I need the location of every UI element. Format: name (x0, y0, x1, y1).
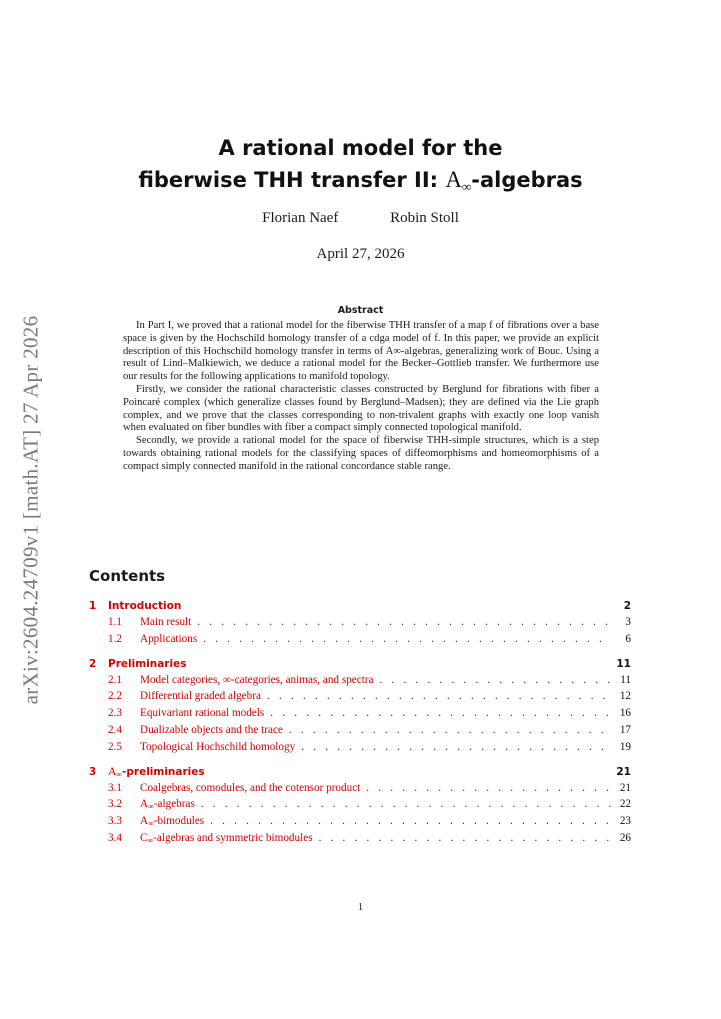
title-line-2-suffix: -algebras (471, 168, 583, 192)
arxiv-identifier-text: arXiv:2604.24709v1 [math.AT] 27 Apr 2026 (18, 315, 43, 705)
toc-entry-number: 1.1 (108, 616, 122, 628)
toc-leader-dots (197, 616, 611, 628)
toc-entry-main-result[interactable] (89, 616, 631, 633)
toc-entry-label[interactable]: Coalgebras, comodules, and the cotensor product (140, 781, 361, 794)
abstract-paragraph: Firstly, we consider the rational characteristic classes constructed by Berglund for fibrations with fiber a Poincaré complex (which generalize classes found by Berglund–Madsen); they are defined via the Lie graph complex, and we prove that the classes corresponding to non-trivalent graphs with exactly one loop vanish when evaluated on fiber bundles with fiber a compact simply connected topological manifold. (123, 383, 599, 434)
abstract-body (123, 320, 599, 474)
toc-section-number: 3 (89, 765, 97, 778)
toc-label-prefix: A (140, 798, 149, 811)
title-line-2-prefix: fiberwise THH transfer II: (138, 168, 446, 192)
title-a-letter: A (445, 167, 462, 192)
contents-heading: Contents (89, 567, 166, 585)
toc-label-suffix: -algebras and symmetric bimodules (153, 831, 313, 844)
title-line-1: A rational model for the (218, 136, 503, 160)
abstract-paragraph: Secondly, we provide a rational model for the space of fiberwise THH-simple structures, which is a step towards obtaining rational models for the classifying spaces of diffeomorphisms and homeomorphisms of a compact simply connected manifold in the rational concordance stable range. (123, 435, 599, 472)
toc-entry-number: 2.4 (108, 723, 122, 736)
toc-leader-dots (319, 832, 611, 844)
toc-entry-number: 2.5 (108, 740, 122, 753)
toc-entry-number: 2.2 (108, 690, 122, 703)
toc-leader-dots (380, 674, 612, 686)
author-list (0, 210, 721, 227)
toc-entry-page: 3 (625, 616, 631, 628)
toc-section-number: 1 (89, 600, 97, 612)
toc-label-suffix: -algebras (153, 798, 195, 811)
toc-entry-page: 22 (619, 798, 631, 811)
toc-entry-label[interactable]: Dualizable objects and the trace (140, 723, 283, 736)
toc-entry-number: 1.2 (108, 632, 122, 645)
toc-entry-page: 11 (620, 673, 631, 686)
toc-label-suffix: -preliminaries (122, 765, 205, 778)
toc-entry-a-infinity-bimodules[interactable] (89, 815, 631, 832)
toc-entry-page: 16 (619, 707, 631, 720)
paper-date: April 27, 2026 (316, 246, 405, 262)
toc-leader-dots (301, 741, 611, 753)
toc-entry-label[interactable] (140, 832, 313, 844)
toc-entry-c-infinity-algebras[interactable] (89, 832, 631, 849)
toc-entry-coalgebras[interactable] (89, 782, 631, 799)
toc-entry-label[interactable] (140, 815, 204, 827)
toc-section-introduction[interactable] (89, 600, 631, 616)
toc-label-suffix: -bimodules (153, 815, 205, 828)
abstract-paragraph: In Part I, we proved that a rational model for the fiberwise THH transfer of a map f of fibrations over a base space is given by the Hochschild homology transfer of a cdga model of f. In this paper, we provide an explicit description of this Hochschild homology transfer in terms of A∞-algebras, generalizing work of Bouc. Using a result of Lind–Malkiewich, we deduce a rational model for the Becker–Gottlieb transfer. We furthermore use our results for the following applications to manifold topology. (123, 320, 599, 383)
toc-entry-page: 6 (625, 632, 631, 645)
toc-entry-number: 3.4 (108, 831, 122, 844)
toc-section-page: 11 (616, 657, 631, 670)
toc-entry-page: 23 (619, 815, 631, 828)
title-a-infinity (445, 167, 471, 192)
toc-label-subscript: ∞ (148, 819, 154, 829)
author-name: Robin Stoll (390, 210, 459, 226)
toc-section-page: 2 (623, 600, 631, 612)
toc-section-label[interactable]: Preliminaries (108, 657, 187, 670)
toc-leader-dots (289, 724, 611, 736)
title-line-2 (60, 164, 661, 196)
paper-title (60, 133, 661, 196)
toc-section-a-infinity-preliminaries[interactable] (89, 766, 631, 782)
toc-section-label[interactable] (108, 766, 616, 778)
toc-label-subscript: ∞ (116, 769, 123, 779)
toc-section-preliminaries[interactable] (89, 658, 631, 674)
toc-entry-page: 12 (619, 690, 631, 703)
toc-entry-dualizable-objects[interactable] (89, 724, 631, 741)
abstract-heading: Abstract (337, 305, 384, 316)
toc-entry-equivariant-models[interactable] (89, 707, 631, 724)
toc-entry-page: 17 (619, 723, 631, 736)
toc-entry-label[interactable]: Main result (140, 616, 192, 628)
toc-entry-page: 26 (619, 831, 631, 844)
toc-entry-number: 3.1 (108, 781, 122, 794)
toc-label-prefix: A (108, 765, 117, 778)
title-infinity-subscript: ∞ (461, 179, 472, 194)
author-name: Florian Naef (262, 210, 339, 226)
toc-entry-number: 2.1 (108, 673, 122, 686)
toc-leader-dots (203, 633, 611, 645)
toc-entry-label[interactable] (140, 798, 195, 810)
toc-leader-dots (270, 707, 611, 719)
toc-entry-label[interactable]: Topological Hochschild homology (140, 740, 296, 753)
toc-entry-number: 3.2 (108, 798, 122, 811)
toc-entry-label[interactable]: Equivariant rational models (140, 707, 265, 720)
toc-entry-number: 3.3 (108, 815, 122, 828)
toc-leader-dots (267, 690, 611, 702)
toc-section-page: 21 (616, 765, 631, 778)
toc-section-number: 2 (89, 657, 97, 670)
toc-leader-dots (210, 815, 611, 827)
toc-label-prefix: A (140, 815, 149, 828)
toc-leader-dots (201, 798, 611, 810)
toc-leader-dots (366, 782, 611, 794)
toc-entry-page: 19 (619, 740, 631, 753)
toc-label-prefix: C (140, 831, 148, 844)
toc-entry-dg-algebra[interactable] (89, 690, 631, 707)
toc-entry-model-categories[interactable] (89, 674, 631, 691)
arxiv-identifier (15, 285, 47, 735)
toc-entry-label[interactable]: Differential graded algebra (140, 690, 261, 703)
toc-entry-number: 2.3 (108, 707, 122, 720)
toc-entry-a-infinity-algebras[interactable] (89, 798, 631, 815)
toc-entry-page: 21 (619, 781, 631, 794)
page-number: 1 (357, 901, 364, 913)
toc-label-subscript: ∞ (147, 835, 154, 845)
toc-label-subscript: ∞ (148, 802, 154, 812)
toc-entry-applications[interactable] (89, 633, 631, 650)
table-of-contents (89, 600, 631, 849)
toc-entry-label[interactable]: Applications (140, 632, 198, 645)
toc-entry-thh[interactable] (89, 741, 631, 758)
toc-section-label[interactable]: Introduction (108, 600, 182, 612)
toc-entry-label[interactable]: Model categories, ∞-categories, animas, and spectra (140, 673, 374, 686)
